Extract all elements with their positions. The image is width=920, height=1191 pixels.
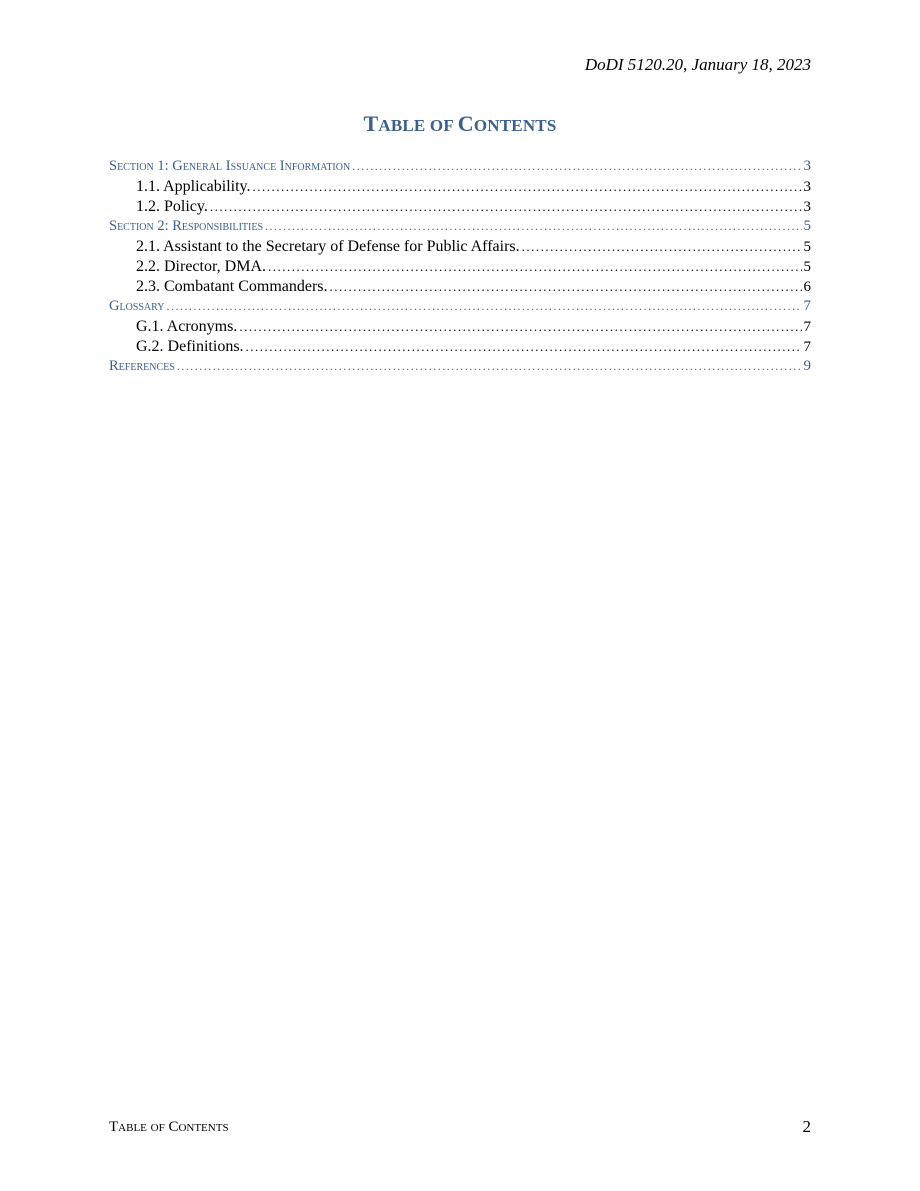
toc-entry-page: 6 [803,279,811,295]
toc-entry-page: 3 [803,158,811,174]
toc-entry-page: 5 [803,259,811,275]
dot-leader [265,219,801,234]
toc-entry-page: 7 [803,298,811,314]
toc-entry-label: 2.2. Director, DMA. [136,258,266,275]
toc-entry-references[interactable] [109,358,811,378]
toc-entry-page: 3 [803,179,811,195]
toc-entry-definitions[interactable] [109,338,811,358]
toc-entry-section-1[interactable] [109,158,811,178]
toc-entry-label: 2.3. Combatant Commanders. [136,278,328,295]
toc-entry-label: G.1. Acronyms. [136,318,238,335]
toc-entry-label: Section 2: Responsibilities [109,218,264,234]
title-part: ABLE OF [378,116,458,135]
toc-entry-page: 3 [803,199,811,215]
page-title [0,111,920,137]
toc-entry-atsd-pa[interactable] [109,238,811,258]
toc-entry-section-2[interactable] [109,218,811,238]
toc-entry-label: Section 1: General Issuance Information [109,158,351,174]
dot-leader [253,179,802,195]
title-part-2: ONTENTS [473,116,557,135]
toc-entry-page: 5 [803,239,811,255]
dot-leader [239,319,801,335]
toc-entry-acronyms[interactable] [109,318,811,338]
footer-section-name: Table of Contents [109,1119,229,1135]
toc-entry-glossary[interactable] [109,298,811,318]
toc-entry-label: G.2. Definitions. [136,338,244,355]
footer-page-number: 2 [802,1117,811,1136]
dot-leader [522,239,802,255]
toc-entry-policy[interactable] [109,198,811,218]
toc-entry-page: 7 [803,339,811,355]
toc-entry-label: 2.1. Assistant to the Secretary of Defense for Public Affairs. [136,238,520,255]
toc-entry-combatant-commanders[interactable] [109,278,811,298]
toc-entry-label: References [109,358,175,374]
dot-leader [330,279,802,295]
toc-entry-page: 7 [803,319,811,335]
table-of-contents [109,158,811,378]
running-header: DoDI 5120.20, January 18, 2023 [584,55,811,74]
toc-entry-page: 5 [803,218,811,234]
toc-entry-label: 1.2. Policy. [136,198,208,215]
dot-leader [210,199,802,215]
dot-leader [352,159,801,174]
dot-leader [167,299,802,314]
title-initial-2: C [457,111,474,136]
title-initial: T [363,111,379,136]
toc-entry-applicability[interactable] [109,178,811,198]
toc-entry-page: 9 [803,358,811,374]
toc-entry-label: Glossary [109,298,165,314]
dot-leader [246,339,802,355]
dot-leader [268,259,802,275]
dot-leader [177,359,802,374]
toc-entry-label: 1.1. Applicability. [136,178,251,195]
toc-entry-director-dma[interactable] [109,258,811,278]
